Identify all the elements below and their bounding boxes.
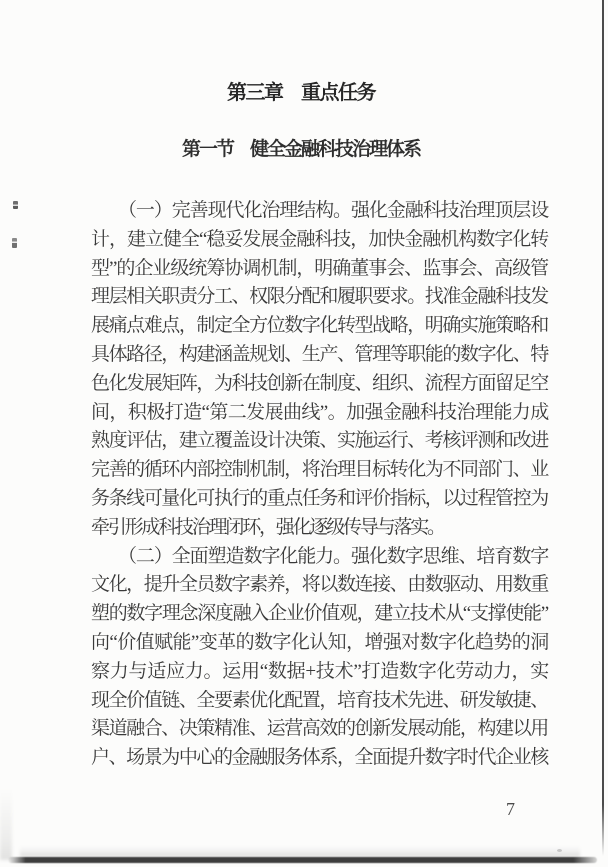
body-line: 展痛点难点，制定全方位数字化转型战略，明确实施策略和 — [91, 315, 547, 337]
body-line: 牵引形成科技治理闭环，强化逐级传导与落实。 — [91, 516, 444, 538]
body-line: 熟度评估，建立覆盖设计决策、实施运行、考核评测和改进 — [91, 430, 547, 452]
body-line: （二）全面塑造数字化能力。强化数字思维、培育数字 — [118, 545, 547, 567]
scan-edge-line — [602, 0, 604, 856]
body-line: 务条线可量化可执行的重点任务和评价指标，以过程管控为 — [91, 487, 547, 509]
section-title: 第一节 健全金融科技治理体系 — [181, 139, 420, 160]
page-number: 7 — [506, 799, 515, 819]
scan-speck — [13, 201, 18, 209]
body-line: 完善的循环内部控制机制，将治理目标转化为不同部门、业 — [91, 459, 547, 481]
scan-bottom-band — [8, 857, 597, 863]
body-line: 户、场景为中心的金融服务体系，全面提升数字时代企业核 — [91, 747, 547, 769]
body-line: 现全价值链、全要素优化配置，培育技术先进、研发敏捷、 — [91, 689, 547, 711]
body-line: 间，积极打造“第二发展曲线”。加强金融科技治理能力成 — [91, 401, 547, 423]
body-line: 文化，提升全员数字素养，将以数连接、由数驱动、用数重 — [91, 574, 547, 596]
body-line: 向“价值赋能”变革的数字化认知，增强对数字化趋势的洞 — [91, 631, 547, 653]
body-line: 塑的数字理念深度融入企业价值观，建立技术从“支撑使能” — [91, 603, 547, 625]
body-line: 型”的企业级统筹协调机制，明确董事会、监事会、高级管 — [91, 257, 547, 279]
scan-bottom-smudge — [20, 846, 580, 857]
chapter-title: 第三章 重点任务 — [227, 82, 375, 104]
scan-left-shade — [0, 788, 12, 860]
body-text — [91, 197, 547, 773]
body-line: 渠道融合、决策精准、运营高效的创新发展动能，构建以用 — [91, 718, 547, 740]
body-line: 察力与适应力。运用“数据+技术”打造数字化劳动力，实 — [91, 660, 547, 682]
scan-speck — [12, 238, 17, 248]
body-line: 具体路径，构建涵盖规划、生产、管理等职能的数字化、特 — [91, 343, 547, 365]
body-line: 计，建立健全“稳妥发展金融科技，加快金融机构数字化转 — [91, 228, 547, 250]
body-line: 色化发展矩阵，为科技创新在制度、组织、流程方面留足空 — [91, 372, 547, 394]
scan-speck — [557, 849, 562, 852]
body-line: 理层相关职责分工、权限分配和履职要求。找准金融科技发 — [91, 286, 547, 308]
body-line: （一）完善现代化治理结构。强化金融科技治理顶层设 — [118, 200, 547, 221]
